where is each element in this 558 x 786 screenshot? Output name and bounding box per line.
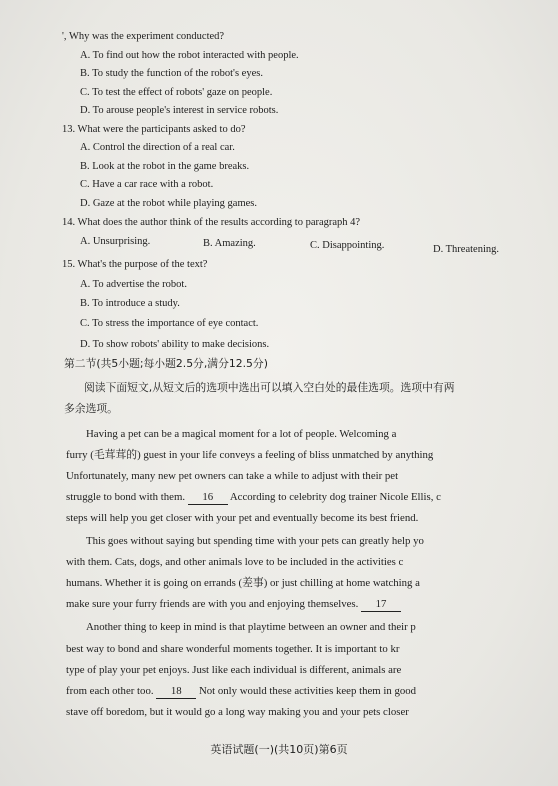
q15-option-d: D. To show robots' ability to make decisions. [80,339,270,350]
passage-p2-line-4 [66,597,401,612]
q13-option-c: C. Have a car race with a robot. [80,179,214,190]
q14-option-a: A. Unsurprising. [80,236,151,247]
passage-p1-line-5: steps will help you get closer with your pet and eventually become its best friend. [66,512,419,524]
section-heading: 第二节(共5小题;每小题2.5分,满分12.5分) [64,357,268,370]
blank-16: 16 [188,490,228,505]
passage-p1-line-2: furry (毛茸茸的) guest in your life conveys a feeling of bliss unmatched by anything [66,449,434,461]
q12-option-a: A. To find out how the robot interacted with people. [80,50,299,61]
passage-p3-line-1: Another thing to keep in mind is that playtime between an owner and their p [86,621,416,633]
passage-p1-line-4 [66,490,441,505]
passage-p2-line-3: humans. Whether it is going on errands (差事) or just chilling at home watching a [66,577,420,589]
q15-option-b: B. To introduce a study. [80,298,180,309]
question-13-stem: 13. What were the participants asked to do? [62,124,246,135]
passage-p3-line-4 [66,684,416,699]
blank-17: 17 [361,597,401,612]
passage-p1-line-1: Having a pet can be a magical moment for a lot of people. Welcoming a [86,428,397,440]
passage-p3-line-2: best way to bond and share wonderful moments together. It is important to kr [66,643,400,655]
passage-p2-line-2: with them. Cats, dogs, and other animals love to be included in the activities c [66,556,404,568]
passage-text: Not only would these activities keep them in good [198,685,417,697]
passage-text: from each other too. [66,685,154,697]
q14-option-c: C. Disappointing. [310,240,385,251]
q12-option-d: D. To arouse people's interest in service robots. [80,105,279,116]
passage-p3-line-5: stave off boredom, but it would go a long way making you and your pets closer [66,706,409,718]
question-14-stem: 14. What does the author think of the results according to paragraph 4? [62,217,361,228]
q13-option-d: D. Gaze at the robot while playing games. [80,198,257,209]
q13-option-a: A. Control the direction of a real car. [80,142,235,153]
q14-option-d: D. Threatening. [433,244,499,255]
question-15-stem: 15. What's the purpose of the text? [62,259,208,270]
passage-text: According to celebrity dog trainer Nicole Ellis, c [229,491,441,503]
blank-18: 18 [156,684,196,699]
q15-option-a: A. To advertise the robot. [80,279,187,290]
q13-option-b: B. Look at the robot in the game breaks. [80,161,250,172]
passage-p3-line-3: type of play your pet enjoys. Just like each individual is different, animals are [66,664,402,676]
question-12-stem: ', Why was the experiment conducted? [62,31,225,42]
section-instruction-line-1: 阅读下面短文,从短文后的选项中选出可以填入空白处的最佳选项。选项中有两 [84,381,455,394]
section-instruction-line-2: 多余选项。 [64,402,118,415]
passage-text: make sure your furry friends are with you and enjoying themselves. [66,598,359,610]
passage-p1-line-3: Unfortunately, many new pet owners can take a while to adjust with their pet [66,470,399,482]
q12-option-c: C. To test the effect of robots' gaze on people. [80,87,273,98]
passage-p2-line-1: This goes without saying but spending time with your pets can greatly help yo [86,535,424,547]
q14-option-b: B. Amazing. [203,238,256,249]
q15-option-c: C. To stress the importance of eye contact. [80,318,259,329]
q12-option-b: B. To study the function of the robot's eyes. [80,68,263,79]
passage-text: struggle to bond with them. [66,491,186,503]
page-footer: 英语试题(一)(共10页)第6页 [210,743,348,756]
